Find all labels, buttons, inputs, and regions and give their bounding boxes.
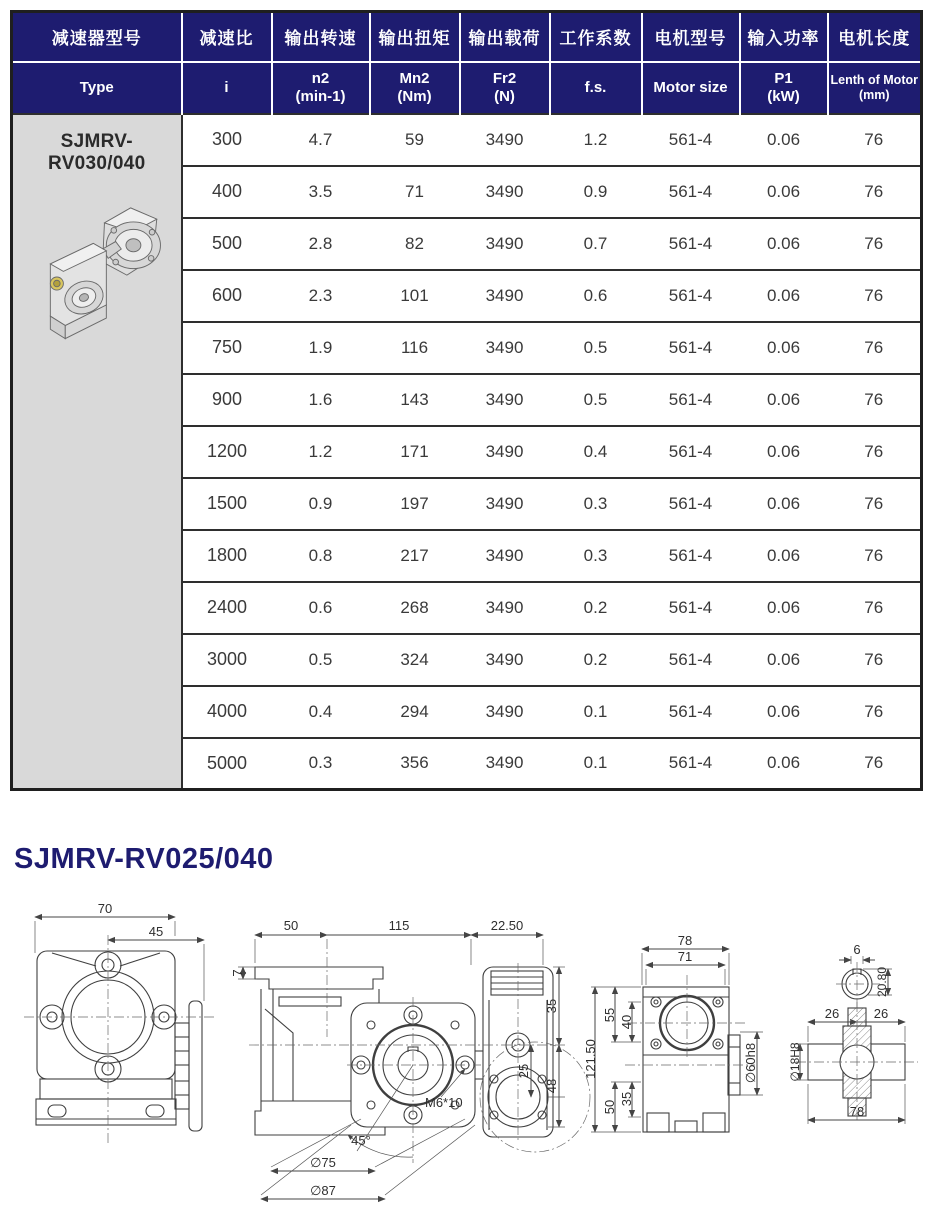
column-header: 减速比 — [182, 12, 272, 62]
cell-n2: 1.6 — [272, 374, 370, 426]
column-header: Mn2 (Nm) — [370, 62, 460, 114]
cell-motor: 561-4 — [642, 270, 740, 322]
cell-fr2: 3490 — [460, 478, 550, 530]
cell-n2: 2.3 — [272, 270, 370, 322]
column-header: i — [182, 62, 272, 114]
cell-len: 76 — [828, 686, 922, 738]
cell-p1: 0.06 — [740, 582, 828, 634]
cell-fs: 0.1 — [550, 738, 642, 790]
cell-i: 400 — [182, 166, 272, 218]
column-header: 电机长度 — [828, 12, 922, 62]
dim-label: 35 — [544, 998, 559, 1014]
profile-view-drawing — [585, 935, 785, 1145]
thread-label: M6*10 — [425, 1095, 463, 1110]
cell-n2: 0.8 — [272, 530, 370, 582]
cell-mn2: 268 — [370, 582, 460, 634]
dim-label: 26 — [824, 1006, 840, 1021]
front-view-drawing — [12, 901, 227, 1150]
dim-label: 45 — [148, 924, 164, 939]
cell-fr2: 3490 — [460, 114, 550, 166]
cell-fr2: 3490 — [460, 634, 550, 686]
dim-label: 22.50 — [490, 918, 524, 933]
cell-motor: 561-4 — [642, 634, 740, 686]
column-header: 输出扭矩 — [370, 12, 460, 62]
cell-p1: 0.06 — [740, 634, 828, 686]
dim-label: 78 — [849, 1104, 865, 1119]
cell-motor: 561-4 — [642, 530, 740, 582]
dim-label: 78 — [677, 933, 693, 948]
cell-mn2: 116 — [370, 322, 460, 374]
cell-len: 76 — [828, 426, 922, 478]
dim-label: 48 — [544, 1078, 559, 1094]
cell-p1: 0.06 — [740, 322, 828, 374]
cell-n2: 0.3 — [272, 738, 370, 790]
cell-i: 300 — [182, 114, 272, 166]
cell-fs: 0.3 — [550, 478, 642, 530]
cell-mn2: 171 — [370, 426, 460, 478]
cell-fs: 0.5 — [550, 322, 642, 374]
cell-motor: 561-4 — [642, 686, 740, 738]
cell-n2: 1.2 — [272, 426, 370, 478]
dim-label: 71 — [677, 949, 693, 964]
shaft-section-drawing — [788, 920, 928, 1132]
cell-len: 76 — [828, 114, 922, 166]
cell-motor: 561-4 — [642, 738, 740, 790]
cell-fs: 0.6 — [550, 270, 642, 322]
column-header: Lenth of Motor (mm) — [828, 62, 922, 114]
cell-n2: 4.7 — [272, 114, 370, 166]
column-header: Motor size — [642, 62, 740, 114]
cell-n2: 0.4 — [272, 686, 370, 738]
cell-motor: 561-4 — [642, 218, 740, 270]
side-view-drawing — [230, 905, 570, 1216]
dim-label: ∅60h8 — [743, 1042, 758, 1084]
cell-p1: 0.06 — [740, 374, 828, 426]
header-row-en — [12, 62, 922, 114]
dim-label: 35 — [619, 1091, 634, 1107]
header-row-cn — [12, 12, 922, 62]
dim-label: 121.50 — [583, 1039, 598, 1079]
cell-i: 4000 — [182, 686, 272, 738]
dim-label: 55 — [602, 1007, 617, 1023]
cell-mn2: 324 — [370, 634, 460, 686]
cell-motor: 561-4 — [642, 478, 740, 530]
product-image — [21, 193, 173, 361]
cell-i: 1200 — [182, 426, 272, 478]
cell-p1: 0.06 — [740, 218, 828, 270]
dim-label: 7 — [230, 969, 245, 977]
cell-fs: 0.3 — [550, 530, 642, 582]
cell-n2: 0.5 — [272, 634, 370, 686]
column-header: 输出转速 — [272, 12, 370, 62]
dim-label: 50 — [283, 918, 299, 933]
cell-fs: 0.4 — [550, 426, 642, 478]
dim-label: ∅87 — [310, 1183, 336, 1198]
cell-mn2: 59 — [370, 114, 460, 166]
cell-fr2: 3490 — [460, 166, 550, 218]
cell-len: 76 — [828, 374, 922, 426]
dim-label: 25 — [516, 1063, 531, 1079]
cell-motor: 561-4 — [642, 166, 740, 218]
dim-label: 26 — [873, 1006, 889, 1021]
cell-len: 76 — [828, 582, 922, 634]
table-row — [12, 114, 922, 166]
cell-fs: 1.2 — [550, 114, 642, 166]
cell-fr2: 3490 — [460, 218, 550, 270]
column-header: 电机型号 — [642, 12, 740, 62]
cell-len: 76 — [828, 218, 922, 270]
cell-mn2: 82 — [370, 218, 460, 270]
cell-motor: 561-4 — [642, 426, 740, 478]
cell-n2: 1.9 — [272, 322, 370, 374]
cell-n2: 3.5 — [272, 166, 370, 218]
cell-mn2: 294 — [370, 686, 460, 738]
product-type-label: SJMRV-RV030/040 — [48, 130, 146, 174]
cell-p1: 0.06 — [740, 738, 828, 790]
cell-p1: 0.06 — [740, 426, 828, 478]
cell-i: 5000 — [182, 738, 272, 790]
cell-n2: 0.6 — [272, 582, 370, 634]
column-header: 输出载荷 — [460, 12, 550, 62]
cell-motor: 561-4 — [642, 322, 740, 374]
cell-len: 76 — [828, 634, 922, 686]
dim-label: 20.80 — [875, 966, 889, 998]
cell-i: 1500 — [182, 478, 272, 530]
column-header: 工作系数 — [550, 12, 642, 62]
cell-fs: 0.2 — [550, 582, 642, 634]
cell-fr2: 3490 — [460, 686, 550, 738]
cell-fs: 0.7 — [550, 218, 642, 270]
cell-fs: 0.1 — [550, 686, 642, 738]
cell-len: 76 — [828, 530, 922, 582]
cell-len: 76 — [828, 478, 922, 530]
cell-len: 76 — [828, 270, 922, 322]
cell-i: 3000 — [182, 634, 272, 686]
cell-mn2: 101 — [370, 270, 460, 322]
dim-label: 70 — [97, 901, 113, 916]
cell-mn2: 71 — [370, 166, 460, 218]
dim-label: ∅18H8 — [788, 1042, 802, 1082]
cell-i: 750 — [182, 322, 272, 374]
cell-i: 1800 — [182, 530, 272, 582]
column-header: 减速器型号 — [12, 12, 182, 62]
cell-len: 76 — [828, 166, 922, 218]
cell-fr2: 3490 — [460, 270, 550, 322]
spec-table — [10, 10, 923, 791]
cell-i: 2400 — [182, 582, 272, 634]
table-body — [12, 114, 922, 790]
cell-i: 600 — [182, 270, 272, 322]
cell-mn2: 197 — [370, 478, 460, 530]
cell-i: 900 — [182, 374, 272, 426]
column-header: 输入功率 — [740, 12, 828, 62]
cell-i: 500 — [182, 218, 272, 270]
column-header: n2 (min-1) — [272, 62, 370, 114]
cell-mn2: 217 — [370, 530, 460, 582]
cell-fs: 0.2 — [550, 634, 642, 686]
cell-fr2: 3490 — [460, 426, 550, 478]
dim-label: ∅75 — [310, 1155, 336, 1170]
dim-label: 6 — [853, 942, 861, 957]
column-header: f.s. — [550, 62, 642, 114]
section-title: SJMRV-RV025/040 — [14, 843, 274, 875]
cell-len: 76 — [828, 322, 922, 374]
cell-fr2: 3490 — [460, 530, 550, 582]
cell-n2: 0.9 — [272, 478, 370, 530]
cell-fr2: 3490 — [460, 582, 550, 634]
cell-fs: 0.9 — [550, 166, 642, 218]
dim-label: 40 — [619, 1014, 634, 1030]
cell-p1: 0.06 — [740, 530, 828, 582]
cell-fr2: 3490 — [460, 738, 550, 790]
column-header: P1 (kW) — [740, 62, 828, 114]
cell-n2: 2.8 — [272, 218, 370, 270]
cell-p1: 0.06 — [740, 114, 828, 166]
column-header: Fr2 (N) — [460, 62, 550, 114]
cell-fs: 0.5 — [550, 374, 642, 426]
cell-motor: 561-4 — [642, 114, 740, 166]
table-header — [12, 12, 922, 114]
column-header: Type — [12, 62, 182, 114]
cell-motor: 561-4 — [642, 374, 740, 426]
cell-p1: 0.06 — [740, 478, 828, 530]
angle-label: 45° — [351, 1133, 371, 1148]
cell-p1: 0.06 — [740, 686, 828, 738]
cell-mn2: 356 — [370, 738, 460, 790]
dim-label: 50 — [602, 1099, 617, 1115]
cell-fr2: 3490 — [460, 374, 550, 426]
cell-fr2: 3490 — [460, 322, 550, 374]
cell-p1: 0.06 — [740, 166, 828, 218]
type-cell — [12, 114, 182, 790]
cell-mn2: 143 — [370, 374, 460, 426]
cell-motor: 561-4 — [642, 582, 740, 634]
dim-label: 115 — [388, 918, 410, 933]
cell-len: 76 — [828, 738, 922, 790]
cell-p1: 0.06 — [740, 270, 828, 322]
